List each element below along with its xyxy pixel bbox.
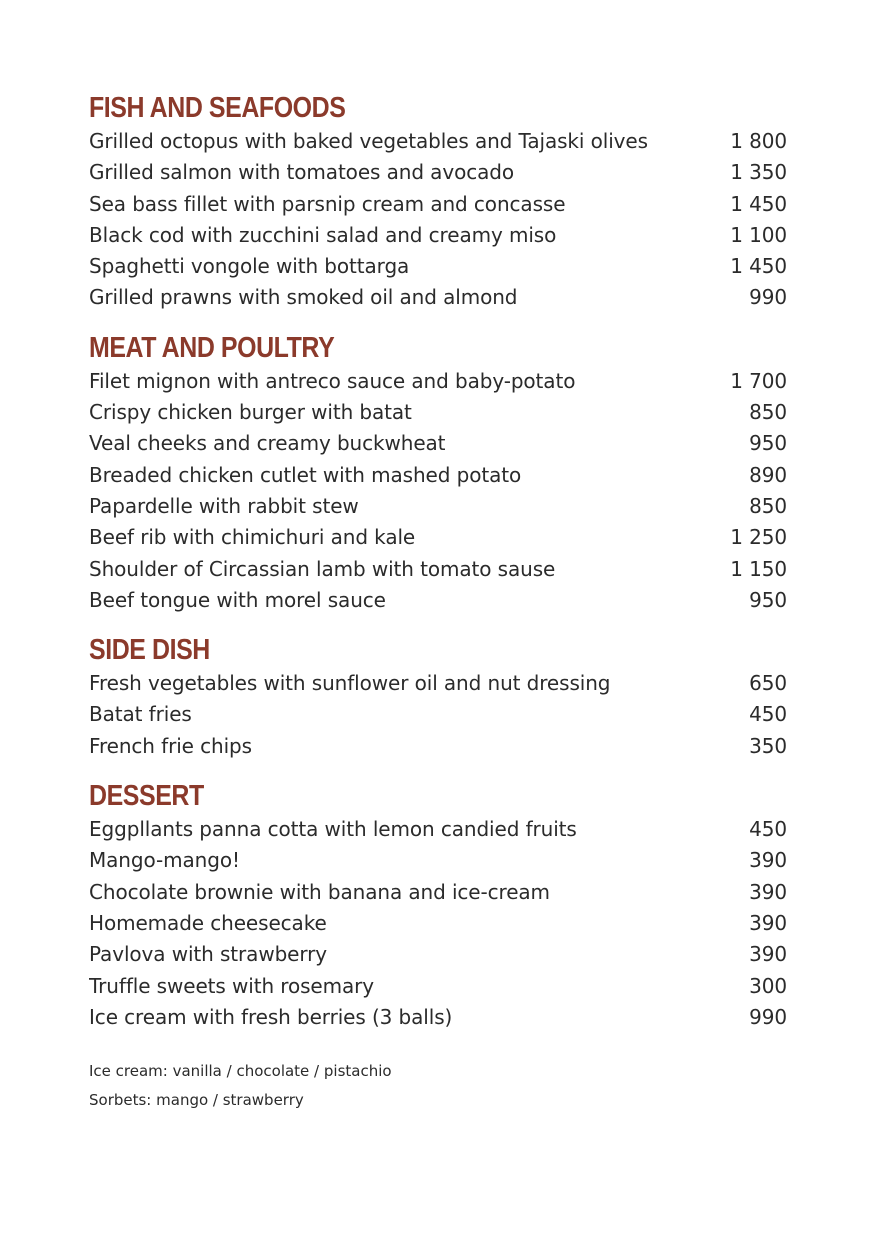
item-price: 350 — [749, 733, 787, 758]
menu-item — [89, 939, 787, 970]
menu-item — [89, 971, 787, 1002]
menu-item — [89, 397, 787, 428]
item-name: Breaded chicken cutlet with mashed potato — [89, 462, 522, 487]
item-price: 1 150 — [730, 556, 787, 581]
item-price: 390 — [749, 942, 787, 967]
item-price: 650 — [749, 671, 787, 696]
item-price: 890 — [749, 462, 787, 487]
menu-item — [89, 522, 787, 553]
item-price: 950 — [749, 587, 787, 612]
dessert-notes — [89, 1057, 787, 1115]
menu-item — [89, 251, 787, 282]
menu-item-list — [89, 814, 787, 1033]
item-price: 390 — [749, 910, 787, 935]
section-fish-and-seafoods — [89, 90, 787, 314]
menu-item — [89, 282, 787, 313]
menu-item-list — [89, 366, 787, 616]
item-name: Homemade cheesecake — [89, 910, 327, 935]
section-title: FISH AND SEAFOODS — [89, 92, 346, 124]
menu-item — [89, 189, 787, 220]
item-name: Beef rib with chimichuri and kale — [89, 525, 416, 550]
item-name: Black cod with zucchini salad and creamy miso — [89, 222, 557, 247]
menu-item — [89, 1002, 787, 1033]
item-price: 390 — [749, 848, 787, 873]
section-meat-and-poultry — [89, 330, 787, 616]
item-name: Batat fries — [89, 702, 192, 727]
menu-item — [89, 428, 787, 459]
item-name: Grilled octopus with baked vegetables and Tajaski olives — [89, 129, 648, 153]
item-name: Grilled prawns with smoked oil and almond — [89, 285, 518, 310]
item-price: 390 — [749, 879, 787, 904]
item-price: 450 — [749, 817, 787, 842]
item-name: French frie chips — [89, 733, 252, 758]
menu-item — [89, 491, 787, 522]
item-name: Eggpllants panna cotta with lemon candied fruits — [89, 817, 577, 842]
item-name: Shoulder of Circassian lamb with tomato sause — [89, 556, 556, 581]
menu-item — [89, 220, 787, 251]
menu-item — [89, 366, 787, 397]
section-dessert — [89, 778, 787, 1033]
menu-item — [89, 814, 787, 845]
menu-item — [89, 877, 787, 908]
item-name: Veal cheeks and creamy buckwheat — [89, 431, 446, 456]
menu-item — [89, 668, 787, 699]
item-name: Mango-mango! — [89, 848, 240, 873]
item-name: Beef tongue with morel sauce — [89, 587, 386, 612]
note-ice-cream-flavors: Ice cream: vanilla / chocolate / pistachio — [89, 1062, 392, 1081]
item-name: Papardelle with rabbit stew — [89, 493, 359, 518]
item-name: Grilled salmon with tomatoes and avocado — [89, 160, 514, 185]
section-title: DESSERT — [89, 780, 204, 813]
menu-item-list — [89, 668, 787, 762]
menu-item — [89, 731, 787, 762]
item-price: 1 100 — [730, 222, 787, 247]
note-sorbet-flavors: Sorbets: mango / strawberry — [89, 1091, 304, 1110]
item-price: 1 450 — [730, 254, 787, 279]
item-price: 850 — [749, 493, 787, 518]
item-name: Filet mignon with antreco sauce and baby-potato — [89, 368, 576, 393]
menu-item — [89, 845, 787, 876]
item-name: Crispy chicken burger with batat — [89, 400, 412, 425]
item-price: 990 — [749, 285, 787, 310]
item-name: Chocolate brownie with banana and ice-cream — [89, 879, 550, 904]
menu-item — [89, 460, 787, 491]
item-price: 1 450 — [730, 191, 787, 216]
section-side-dish — [89, 632, 787, 762]
item-price: 450 — [749, 702, 787, 727]
item-price: 1 350 — [730, 160, 787, 185]
item-price: 950 — [749, 431, 787, 456]
item-price: 1 800 — [730, 129, 787, 153]
menu-item — [89, 554, 787, 585]
item-name: Pavlova with strawberry — [89, 942, 328, 967]
section-title: MEAT AND POULTRY — [89, 331, 335, 364]
menu-item — [89, 126, 787, 157]
menu-item-list — [89, 126, 787, 314]
item-name: Ice cream with fresh berries (3 balls) — [89, 1004, 453, 1029]
item-name: Spaghetti vongole with bottarga — [89, 254, 410, 279]
item-name: Sea bass fillet with parsnip cream and concasse — [89, 191, 566, 216]
section-title: SIDE DISH — [89, 634, 210, 667]
item-price: 1 700 — [730, 368, 787, 393]
item-price: 990 — [749, 1004, 787, 1029]
item-name: Fresh vegetables with sunflower oil and nut dressing — [89, 671, 611, 696]
item-price: 850 — [749, 400, 787, 425]
item-price: 1 250 — [730, 525, 787, 550]
item-price: 300 — [749, 973, 787, 998]
menu-page — [89, 90, 787, 1115]
menu-item — [89, 585, 787, 616]
menu-item — [89, 699, 787, 730]
menu-item — [89, 908, 787, 939]
menu-item — [89, 157, 787, 188]
item-name: Truffle sweets with rosemary — [89, 973, 375, 998]
